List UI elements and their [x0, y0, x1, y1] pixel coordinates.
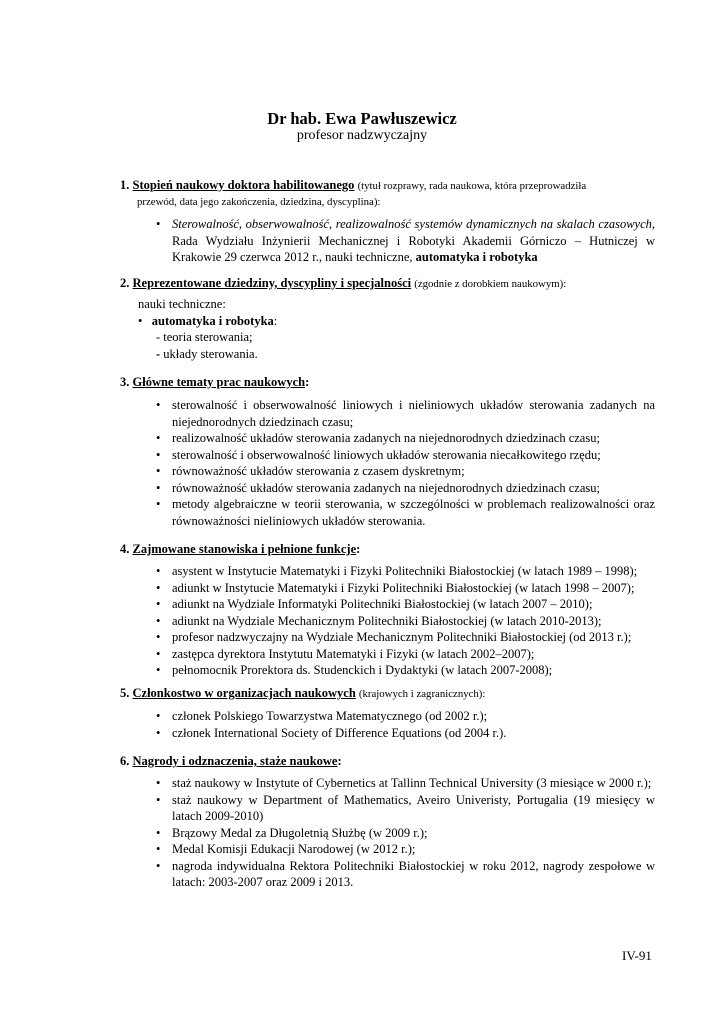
bullet-icon: • [156, 842, 161, 856]
list-item: • Brązowy Medal za Długoletnią Służbę (w 2009 r.); [156, 825, 428, 840]
section-number: 3. [120, 375, 130, 389]
section-note-cont: przewód, data jego zakończenia, dziedzina, dyscyplina): [137, 196, 381, 208]
section-1-heading [120, 177, 655, 210]
bullet-icon: • [156, 630, 161, 644]
section-6 [120, 753, 655, 891]
section-2-heading [120, 275, 655, 292]
section-4 [120, 541, 655, 679]
habilitation-title: Sterowalność, obserwowalność, realizowalność systemów dynamicznych na skalach czasowych, [172, 217, 655, 231]
section-number: 2. [120, 276, 130, 290]
specialty-item: - układy sterowania. [156, 346, 258, 361]
list-item: • staż naukowy w Department of Mathematics, Aveiro Univeristy, Portugalia (19 miesięcy w latach 2009-2010) [156, 792, 655, 823]
list-item: • pełnomocnik Prorektora ds. Studenckich i Dydaktyki (w latach 2007-2008); [156, 663, 553, 677]
section-note: (zgodnie z dorobkiem naukowym): [414, 278, 567, 290]
bullet-icon: • [156, 564, 161, 578]
section-3-heading: 3. Główne tematy prac naukowych: [120, 375, 310, 389]
section-2 [120, 275, 655, 362]
discipline: automatyka i robotyka [151, 313, 274, 328]
bullet-icon: • [156, 792, 161, 807]
section-number: 6. [120, 754, 130, 768]
list-item: • równoważność układów sterowania z czasem dyskretnym; [156, 464, 465, 478]
bullet-icon: • [156, 431, 161, 445]
section-title: Zajmowane stanowiska i pełnione funkcje [132, 542, 357, 556]
section-1 [120, 177, 655, 266]
specialty-item: - teoria sterowania; [156, 330, 253, 344]
bullet-icon: • [156, 398, 161, 412]
section-4-heading: 4. Zajmowane stanowiska i pełnione funkcje: [120, 542, 361, 556]
list-item: • nagroda indywidualna Rektora Politechniki Białostockiej w roku 2012, nagrody zespołowe w latach: 2003-2007 oraz 2009 i 2013. [156, 858, 655, 889]
section-1-list [120, 216, 655, 266]
list-item: • asystent w Instytucie Matematyki i Fizyki Politechniki Białostockiej (w latach 1989 – 1998); [156, 564, 638, 578]
section-number: 5. [120, 686, 130, 700]
bullet-icon: • [156, 217, 161, 231]
list-item: • Medal Komisji Edukacji Narodowej (w 2012 r.); [156, 842, 416, 856]
section-title: Główne tematy prac naukowych [132, 375, 306, 389]
field-label: nauki techniczne: [138, 297, 226, 311]
section-4-list [120, 563, 655, 679]
list-item: • staż naukowy w Instytute of Cybernetics at Tallinn Technical University (3 miesiące w 2000 r.); [156, 776, 652, 790]
bullet-icon: • [156, 464, 161, 478]
bullet-icon: • [156, 497, 161, 511]
section-number: 1. [120, 178, 130, 192]
section-5 [120, 685, 655, 741]
bullet-icon: • [156, 480, 161, 495]
bullet-icon: • [156, 858, 161, 873]
bullet-icon: • [138, 313, 143, 328]
section-title: Stopień naukowy doktora habilitowanego [132, 178, 355, 192]
bullet-icon: • [156, 709, 161, 723]
section-title: Reprezentowane dziedziny, dyscypliny i specjalności [132, 276, 412, 290]
person-position: profesor nadzwyczajny [296, 128, 428, 143]
list-item: • Sterowalność, obserwowalność, realizowalność systemów dynamicznych na skalach czasowych, Rada Wydziału Inżynierii Mechanicznej i Robotyki Akademii Górniczo – Hutniczej w Krakowie 29 czerwca 2012 r., nauki techniczne, automatyka i robotyka [156, 217, 655, 264]
section-note: (tytuł rozprawy, rada naukowa, która przeprowadziła [357, 180, 587, 192]
list-item: • metody algebraiczne w teorii sterowania, w szczególności w problemach realizowalności oraz równoważności nieliniowych układów sterowania. [156, 497, 655, 528]
list-item: • sterowalność i obserwowalność liniowych i nieliniowych układów sterowania zadanych na niejednorodnych dziedzinach czasu; [156, 398, 655, 429]
bullet-icon: • [156, 447, 161, 462]
bullet-icon: • [156, 613, 161, 628]
list-item: • zastępca dyrektora Instytutu Matematyki i Fizyki (w latach 2002–2007); [156, 646, 535, 661]
person-name: Dr hab. Ewa Pawłuszewicz [267, 109, 457, 128]
list-item: • równoważność układów sterowania zadanych na niejednorodnych dziedzinach czasu; [156, 480, 600, 495]
section-note: (krajowych i zagranicznych): [358, 688, 486, 700]
discipline-line: • automatyka i robotyka: [138, 313, 278, 328]
bullet-icon: • [156, 776, 161, 790]
section-6-list [120, 775, 655, 891]
section-5-list [120, 708, 655, 741]
list-item: • adiunkt w Instytucie Matematyki i Fizyki Politechniki Białostockiej (w latach 1998 – 2007); [156, 580, 635, 595]
section-number: 4. [120, 542, 130, 556]
habilitation-discipline: automatyka i robotyka [415, 250, 538, 264]
section-6-heading: 6. Nagrody i odznaczenia, staże naukowe: [120, 754, 342, 768]
page-number: IV-91 [622, 948, 652, 963]
section-3 [120, 374, 655, 529]
list-item: • członek Polskiego Towarzystwa Matematycznego (od 2002 r.); [156, 709, 488, 723]
section-title: Członkostwo w organizacjach naukowych [132, 686, 356, 700]
bullet-icon: • [156, 725, 161, 740]
bullet-icon: • [156, 646, 161, 661]
list-item: • adiunkt na Wydziale Mechanicznym Politechniki Białostockiej (w latach 2010-2013); [156, 613, 602, 628]
section-3-list [120, 397, 655, 529]
bullet-icon: • [156, 580, 161, 595]
section-5-heading [120, 685, 655, 702]
list-item: • adiunkt na Wydziale Informatyki Politechniki Białostockiej (w latach 2007 – 2010); [156, 597, 593, 611]
section-title: Nagrody i odznaczenia, staże naukowe [132, 754, 338, 768]
list-item: • profesor nadzwyczajny na Wydziale Mechanicznym Politechniki Białostockiej (od 2013 r.); [156, 630, 632, 644]
bullet-icon: • [156, 597, 161, 611]
list-item: • realizowalność układów sterowania zadanych na niejednorodnych dziedzinach czasu; [156, 431, 600, 445]
list-item: • członek International Society of Difference Equations (od 2004 r.). [156, 725, 507, 740]
bullet-icon: • [156, 663, 161, 677]
bullet-icon: • [156, 825, 161, 840]
list-item: • sterowalność i obserwowalność liniowych układów sterowania niecałkowitego rzędu; [156, 447, 601, 462]
